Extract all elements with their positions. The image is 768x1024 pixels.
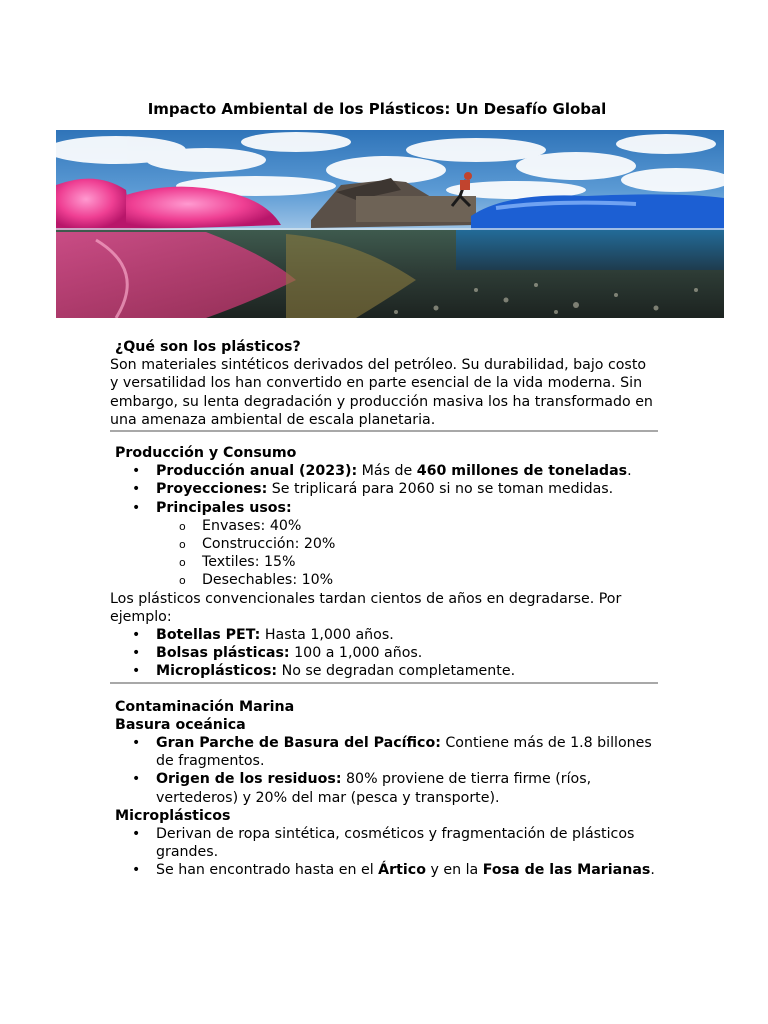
microplasticos-list	[110, 825, 658, 880]
document-body	[110, 338, 658, 880]
item-label: Principales usos:	[156, 499, 292, 516]
list-item	[110, 626, 658, 644]
item-emphasis: Ártico	[378, 862, 426, 879]
list-item	[110, 770, 658, 806]
divider	[110, 430, 658, 432]
item-label: Producción anual (2023):	[156, 463, 358, 480]
list-item	[110, 644, 658, 662]
item-label: Botellas PET:	[156, 627, 261, 644]
sublist-item: o Textiles: 15%	[110, 553, 658, 571]
list-item	[110, 861, 658, 879]
divider	[110, 682, 658, 684]
item-text: Más de	[357, 463, 417, 480]
item-text: Hasta 1,000 años.	[260, 627, 394, 644]
list-item	[110, 462, 658, 480]
usos-sublist	[110, 517, 658, 590]
paragraph-que-son: Son materiales sintéticos derivados del petróleo. Su durabilidad, bajo costo y versatilidad los han convertido en parte esencial de la vida moderna. Sin embargo, su lenta degradación y producción masiva los ha transformado en una amenaza ambiental de escala planetaria.	[110, 357, 653, 428]
list-item: • Derivan de ropa sintética, cosméticos y fragmentación de plásticos grandes.	[110, 825, 658, 861]
subheading-microplasticos: Microplásticos	[115, 807, 231, 824]
document-title: Impacto Ambiental de los Plásticos: Un Desafío Global	[147, 100, 607, 118]
list-item	[110, 734, 658, 770]
item-label: Gran Parche de Basura del Pacífico:	[156, 735, 441, 752]
item-text: Contiene más de 1.8 billones de fragmentos.	[156, 735, 652, 770]
heading-que-son: ¿Qué son los plásticos?	[115, 339, 301, 355]
hero-photo-plastic-ocean	[56, 130, 724, 318]
sublist-item: o Envases: 40%	[110, 517, 658, 535]
list-item	[110, 499, 658, 517]
item-text: Se han encontrado hasta en el	[156, 862, 379, 879]
sublist-item: o Construcción: 20%	[110, 535, 658, 553]
item-text: .	[650, 862, 655, 879]
heading-contaminacion-marina: Contaminación Marina	[115, 698, 295, 715]
item-label: Microplásticos:	[156, 663, 278, 680]
item-label: Bolsas plásticas:	[156, 645, 290, 662]
item-text: No se degradan completamente.	[277, 663, 516, 680]
subheading-basura-oceanica: Basura oceánica	[115, 716, 246, 733]
item-text: 80% proviene de tierra firme (ríos, vertederos) y 20% del mar (pesca y transporte).	[156, 771, 592, 806]
item-label: Proyecciones:	[156, 481, 268, 498]
degradacion-list	[110, 626, 658, 681]
produccion-list	[110, 462, 658, 517]
item-emphasis: 460 millones de toneladas	[416, 463, 628, 480]
item-text: Se triplicará para 2060 si no se toman medidas.	[267, 481, 614, 498]
item-text: .	[627, 463, 632, 480]
list-item	[110, 480, 658, 498]
list-item	[110, 662, 658, 680]
heading-produccion: Producción y Consumo	[115, 445, 297, 462]
item-text: y en la	[425, 862, 483, 879]
item-label: Origen de los residuos:	[156, 771, 342, 788]
sublist-item: o Desechables: 10%	[110, 571, 658, 589]
paragraph-degradacion: Los plásticos convencionales tardan cientos de años en degradarse. Por ejemplo:	[110, 590, 622, 625]
item-emphasis: Fosa de las Marianas	[482, 862, 651, 879]
basura-list	[110, 734, 658, 807]
item-text: 100 a 1,000 años.	[289, 645, 423, 662]
